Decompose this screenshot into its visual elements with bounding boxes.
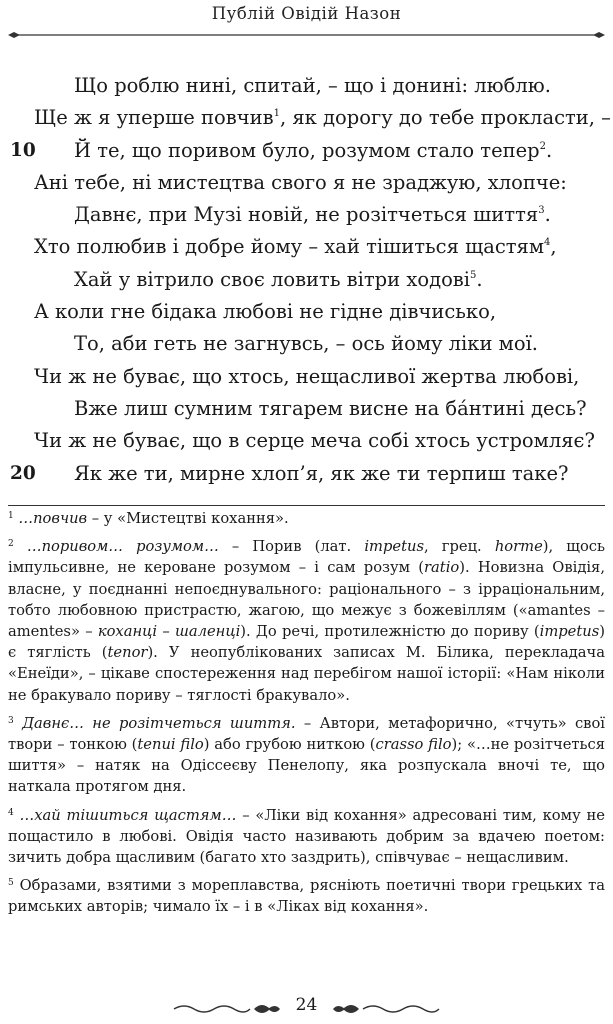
poem-line-text [74,70,551,102]
header-ornament-rule [8,28,605,42]
poem-line-text [34,167,567,199]
poem-line-text [34,102,611,134]
footnote-number: 1 [8,511,14,521]
footnote-text: …хай тішиться щастям… – «Ліки від кохання» адресовані тим, кому не пощастило в любові. Овідія часто називають добрим за вдачею поетом: зичить добра щасливим (багато хто заздрить), співчуває – нещасливим. [8,806,605,867]
footnote-marker: 4 [544,237,551,249]
poem-line-body: Хай у вітрило своє ловить вітри ходові [74,267,471,291]
page-number: 24 [295,995,318,1015]
footnote-3 [8,713,605,798]
footnote-text: …поривом… розумом… – Порив (лат. impetus, грец. horme), щось імпульсивне, не кероване розумом – і сам розум (ratio). Новизна Овідія, власне, у поєднанні непоєднувального: раціонального – з ірраціональним, тобто любовною пристрастю, жагою, що межує з божевіллям («amantes – amentes» – коханці – шаленці). До речі, протилежністю до пориву (impetus) є тяглість (tenor). У неопублікованих записах М. Білика, перекладача «Енеїди», – цікаве спостереження над перебігом нашої історії: «Нам ніколи не бракувало пориву – тяглості бракувало». [8,538,606,704]
footnote-5 [8,875,605,917]
footnote-number: 3 [8,715,14,726]
footnotes [8,508,605,925]
footnote-marker: 2 [539,140,547,152]
poem-line [0,425,613,457]
poem-line-body: Вже лиш сумним тягарем висне на ба́нтині десь? [74,396,587,420]
poem-line-body: Хто полюбив і добре йому – хай тішиться щастям [34,235,545,259]
poem-line-text [34,425,595,457]
poem-line-tail: . [546,138,553,162]
poem-line-text [74,135,552,167]
footnote-number: 4 [8,807,14,818]
footnote-4 [8,805,605,869]
poem-line-text [74,264,483,296]
poem-line-text [74,199,551,231]
poem-line [0,328,613,360]
footnote-separator [8,505,605,506]
poem-line-body: А коли гне бідака любові не гідне дівчисько, [34,300,497,324]
footnote-1 [8,508,605,529]
footnote-marker: 1 [273,108,280,120]
poem-line-tail: , як дорогу до тебе прокласти, – [279,106,611,130]
poem-line [0,135,613,167]
poem-line-body: Як же ти, мирне хлоп’я, як же ти терпиш таке? [74,461,569,485]
poem-line-body: То, аби геть не загнувсь, – ось йому ліки мої. [74,332,539,356]
poem-line-text [74,328,538,360]
footnote-number: 5 [8,878,14,889]
poem-line [0,231,613,263]
poem-line [0,361,613,393]
footnote-marker: 3 [538,205,545,217]
poem-line-tail: . [544,203,551,227]
poem-line-body: Й те, що поривом було, розумом стало тепер [74,138,540,162]
poem-line-tail: , [550,235,557,259]
footnote-marker: 5 [470,269,477,281]
poem-line-text [34,231,557,263]
line-number: 10 [10,139,36,161]
poem-line-body: Ані тебе, ні мистецтва свого я не зраджую, хлопче: [34,170,567,194]
poem-line-body: Ще ж я уперше повчив [34,106,274,130]
poem-line [0,199,613,231]
poem-line [0,167,613,199]
poem-line-text [34,296,496,328]
poem-line [0,458,613,490]
poem-line-body: Що роблю нині, спитай, – що і донині: люблю. [74,74,551,97]
footnote-text: Давнє… не розітчеться шиття. – Автори, метафорично, «тчуть» свої твори – тонкою (tenui filo) або грубою ниткою (crasso filo); «…не розітчеться шиття» – натяк на Одіссеєву Пенелопу, яка розпускала вночі те, що наткала протягом дня. [8,714,605,796]
running-header: Публій Овідій Назон [211,4,402,23]
poem-line [0,296,613,328]
poem-line-body: Чи ж не буває, що в серце меча собі хтось устромляє? [34,429,595,453]
poem-line-text [34,361,579,393]
poem-line-text [74,458,568,490]
footnote-2 [8,536,605,706]
poem-line [0,102,613,134]
footnote-text: …повчив – у «Мистецтві кохання». [18,510,289,527]
poem-text [0,70,613,490]
footnote-number: 2 [8,539,14,550]
poem-line-body: Чи ж не буває, що хтось, нещасливої жертва любові, [34,364,580,388]
poem-line [0,264,613,296]
poem-line-text [74,393,587,425]
right-ornament-icon [331,999,441,1019]
poem-line [0,393,613,425]
page-footer [0,995,613,1023]
poem-line-tail: . [476,267,483,291]
poem-line [0,70,613,102]
line-number: 20 [10,462,36,484]
poem-line-body: Давнє, при Музі новій, не розітчеться шиття [74,203,539,227]
footnote-text: Образами, взятими з мореплавства, рясніють поетичні твори грецьких та римських авторів; чимало їх – і в «Ліках від кохання». [8,877,605,916]
